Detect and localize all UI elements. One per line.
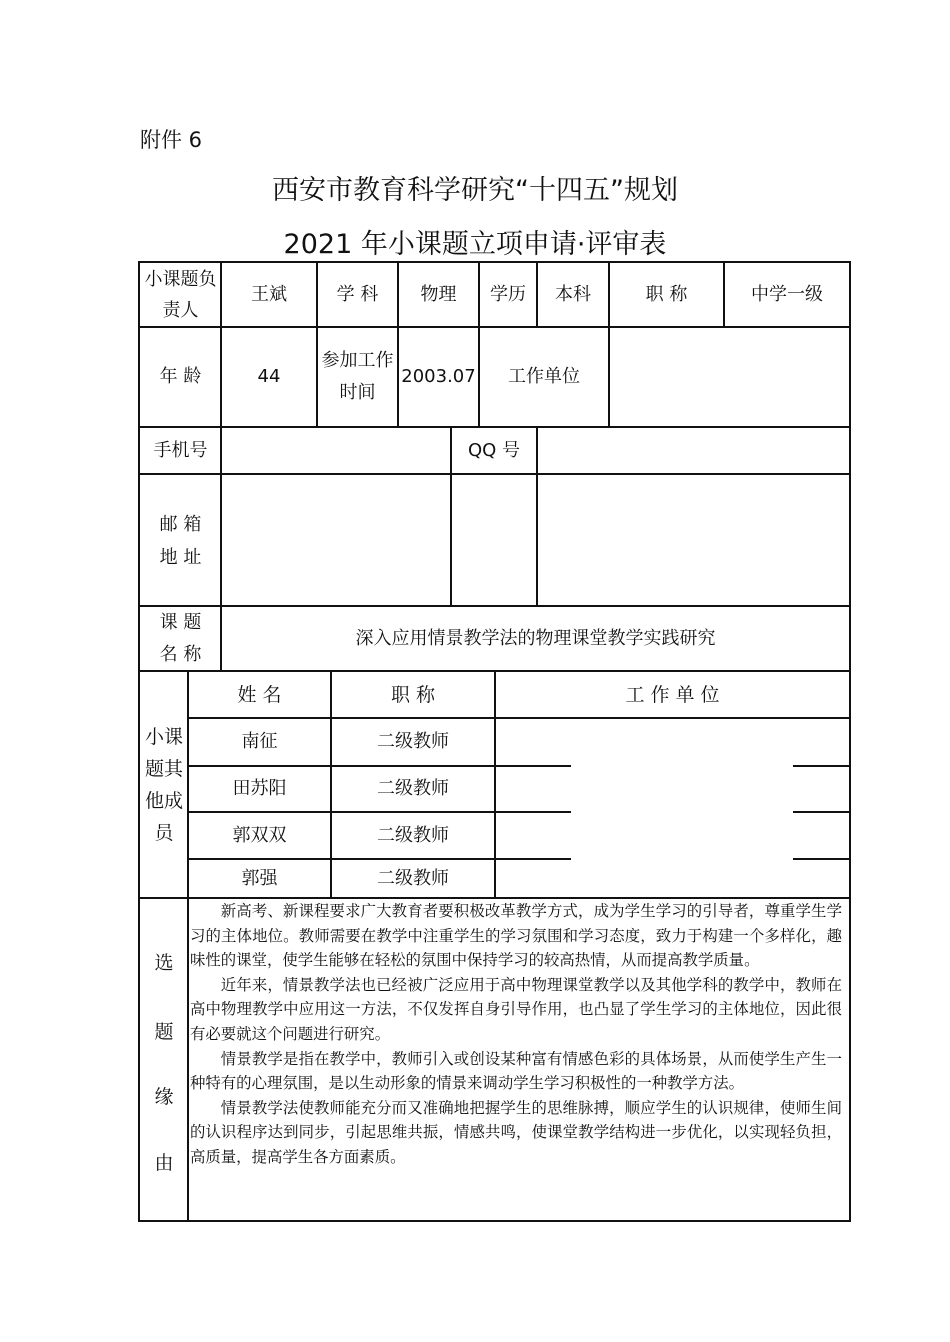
age-label: 年 龄 bbox=[159, 366, 202, 387]
member-name: 郭强 bbox=[241, 867, 278, 889]
member-title: 二级教师 bbox=[377, 824, 449, 846]
form-title-line2: 2021 年小课题立项申请·评审表 bbox=[283, 229, 667, 260]
education-label: 学历 bbox=[490, 284, 526, 305]
member-title: 二级教师 bbox=[377, 731, 449, 752]
title-value: 中学一级 bbox=[751, 284, 823, 305]
work-start-label: 参加工作时间 bbox=[321, 350, 394, 403]
rationale-label-char: 题 bbox=[154, 1021, 174, 1043]
phone-label: 手机号 bbox=[153, 439, 208, 461]
title-label: 职 称 bbox=[645, 284, 688, 305]
rationale-label-char: 缘 bbox=[154, 1086, 174, 1108]
rationale-paragraph: 情景教学是指在教学中，教师引入或创设某种富有情感色彩的具体场景，从而使学生产生一种特有的心理氛围，是以生动形象的情景来调动学生学习积极性的一种教学方法。 bbox=[190, 1049, 842, 1093]
work-unit-label: 工作单位 bbox=[508, 366, 580, 387]
address-label: 地 址 bbox=[159, 547, 202, 568]
form-title-line1: 西安市教育科学研究“十四五”规划 bbox=[272, 175, 678, 206]
member-title: 二级教师 bbox=[377, 778, 449, 799]
leader-label: 小课题负责人 bbox=[144, 269, 217, 321]
redaction-block bbox=[538, 475, 849, 605]
member-name: 南征 bbox=[241, 731, 278, 752]
subject-label: 学 科 bbox=[336, 284, 379, 305]
members-header-name: 姓 名 bbox=[237, 683, 282, 706]
rationale-label-char: 由 bbox=[154, 1152, 174, 1174]
topic-label: 课 题 名 称 bbox=[159, 612, 202, 665]
subject-value: 物理 bbox=[420, 284, 457, 305]
qq-value bbox=[537, 427, 850, 474]
address-value bbox=[451, 474, 537, 606]
topic-value: 深入应用情景教学法的物理课堂教学实践研究 bbox=[355, 628, 716, 649]
education-value: 本科 bbox=[555, 284, 591, 305]
rationale-label-char: 选 bbox=[154, 952, 174, 974]
members-header-unit: 工 作 单 位 bbox=[625, 683, 720, 706]
member-name: 郭双双 bbox=[232, 824, 287, 846]
work-unit-value bbox=[609, 327, 850, 427]
rationale-body bbox=[190, 899, 842, 1170]
email-label: 邮 箱 bbox=[159, 514, 202, 535]
members-group-label: 小课题其他成员 bbox=[144, 726, 183, 844]
annex-label: 附件 6 bbox=[140, 128, 203, 152]
age-value: 44 bbox=[257, 366, 281, 387]
leader-name: 王斌 bbox=[251, 284, 287, 305]
phone-value bbox=[221, 427, 451, 474]
rationale-paragraph: 近年来，情景教学法也已经被广泛应用于高中物理课堂教学以及其他学科的教学中，教师在高中物理教学中应用这一方法，不仅发挥自身引导作用，也凸显了学生学习的主体地位，因此很有必要就这个问题进行研究。 bbox=[190, 975, 842, 1043]
redaction-block bbox=[571, 730, 793, 890]
qq-label: QQ 号 bbox=[467, 439, 521, 461]
members-header-title: 职 称 bbox=[390, 683, 436, 706]
rationale-paragraph: 新高考、新课程要求广大教育者要积极改革教学方式，成为学生学习的引导者，尊重学生学习的主体地位。教师需要在教学中注重学生的学习氛围和学习态度，致力于构建一个多样化，趣味性的课堂，使学生能够在轻松的氛围中保持学习的较高热情，从而提高教学质量。 bbox=[190, 902, 842, 970]
rationale-paragraph: 情景教学法使教师能充分而又准确地把握学生的思维脉搏，顺应学生的认识规律，使师生间的认识程序达到同步，引起思维共振，情感共鸣，使课堂教学结构进一步优化，以实现轻负担，高质量，提高学生各方面素质。 bbox=[190, 1098, 842, 1166]
email-value bbox=[221, 474, 451, 606]
member-title: 二级教师 bbox=[377, 867, 449, 889]
member-name: 田苏阳 bbox=[232, 778, 287, 799]
work-start-value: 2003.07 bbox=[401, 366, 476, 387]
